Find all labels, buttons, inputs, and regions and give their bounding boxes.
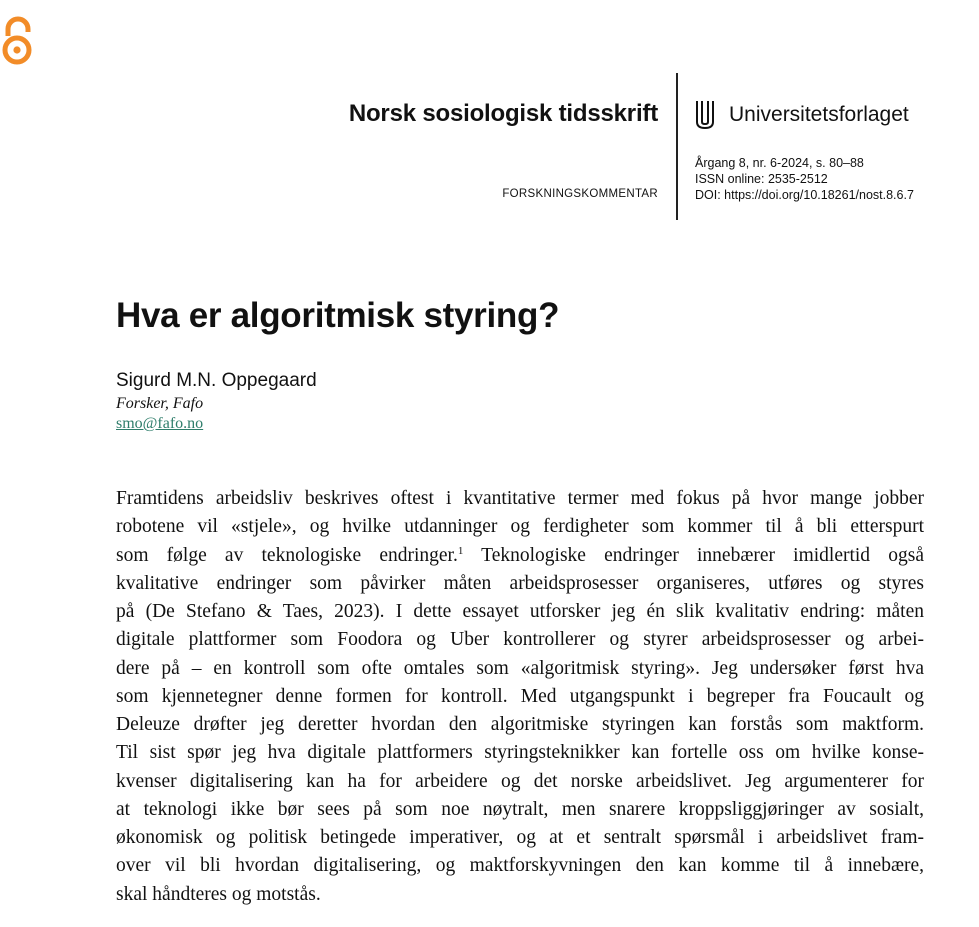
abstract-line — [116, 542, 924, 570]
doi-info[interactable]: DOI: https://doi.org/10.18261/nost.8.6.7 — [695, 188, 914, 202]
author-name: Sigurd M.N. Oppegaard — [116, 370, 317, 391]
author-email-link[interactable]: smo@fafo.no — [116, 415, 204, 432]
open-access-icon — [0, 14, 40, 68]
journal-title: Norsk sosiologisk tidsskrift — [348, 100, 658, 127]
article-type-label: FORSKNINGSKOMMENTAR — [502, 188, 658, 200]
abstract-line: som kjennetegner denne formen for kontroll. Med utgangspunkt i begreper fra Foucault og — [116, 685, 924, 707]
abstract-line: økonomisk og politisk betingede imperativer, og at et sentralt spørsmål i arbeidslivet fram- — [116, 827, 924, 848]
publisher-name: Universitetsforlaget — [729, 103, 909, 126]
publication-meta — [695, 155, 914, 203]
abstract-line-text-continued: Teknologiske endringer innebærer imidlertid også — [463, 544, 924, 566]
abstract-line: dere på – en kontroll som ofte omtales som «algoritmisk styring». Jeg undersøker først hva — [116, 657, 924, 679]
abstract-line: skal håndteres og motstås. — [116, 883, 321, 905]
abstract-line-text: som følge av teknologiske endringer. — [116, 544, 458, 566]
abstract-line: kvalitative endringer som påvirker måten arbeidsprosesser organiseres, utføres og styres — [116, 572, 924, 594]
abstract-line: over vil bli hvordan digitalisering, og maktforskyvningen den kan komme til å innebære, — [116, 855, 924, 877]
universitetsforlaget-logo-icon — [695, 100, 715, 130]
article-title: Hva er algoritmisk styring? — [116, 296, 560, 335]
abstract-line: på (De Stefano & Taes, 2023). I dette essayet utforsker jeg én slik kvalitativ endring: måten — [116, 601, 924, 622]
header-divider — [676, 73, 678, 220]
issn-info: ISSN online: 2535-2512 — [695, 172, 828, 186]
publisher-brand — [695, 100, 909, 130]
author-affiliation: Forsker, Fafo — [116, 395, 204, 412]
abstract-line: Framtidens arbeidsliv beskrives oftest i kvantitative termer med fokus på hvor mange jobber — [116, 488, 924, 509]
abstract-line: Til sist spør jeg hva digitale plattformers styringsteknikker kan fortelle oss om hvilke konse- — [116, 742, 924, 764]
abstract — [116, 485, 924, 909]
footnote-marker[interactable]: 1 — [457, 544, 464, 557]
abstract-line: at teknologi ikke bør sees på som noe nøytralt, men snarere kroppsliggjøringer av sosialt, — [116, 798, 924, 820]
abstract-line: digitale plattformer som Foodora og Uber kontrollerer og styrer arbeidsprosesser og arbei- — [116, 629, 924, 651]
abstract-line: robotene vil «stjele», og hvilke utdanninger og ferdigheter som kommer til å bli etterspurt — [116, 516, 924, 538]
abstract-line: Deleuze drøfter jeg deretter hvordan den algoritmiske styringen kan forstås som maktform. — [116, 714, 924, 735]
abstract-line: kvenser digitalisering kan ha for arbeidere og det norske arbeidslivet. Jeg argumenterer for — [116, 770, 924, 792]
issue-info: Årgang 8, nr. 6-2024, s. 80–88 — [695, 156, 864, 170]
